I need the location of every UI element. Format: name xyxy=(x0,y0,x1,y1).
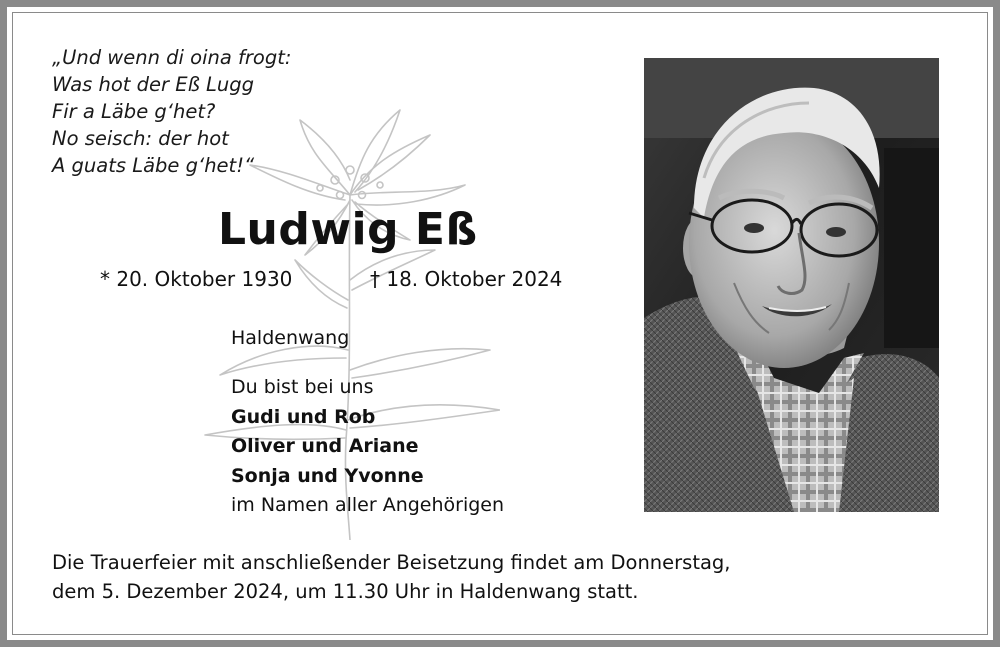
funeral-line: Die Trauerfeier mit anschließender Beisetzung findet am Donnerstag, xyxy=(52,551,731,574)
poem xyxy=(52,44,291,179)
mourners-closing: im Namen aller Angehörigen xyxy=(231,494,505,516)
poem-line: A guats Läbe g‘het!“ xyxy=(52,154,255,177)
hometown: Haldenwang xyxy=(231,327,350,349)
funeral-line: dem 5. Dezember 2024, um 11.30 Uhr in Haldenwang statt. xyxy=(52,580,639,603)
mourner-name: Oliver und Ariane xyxy=(231,435,419,457)
funeral-info xyxy=(52,548,731,606)
poem-line: „Und wenn di oina frogt: xyxy=(52,46,292,69)
poem-line: Fir a Läbe g‘het? xyxy=(52,100,216,123)
birth-date: * 20. Oktober 1930 xyxy=(100,267,293,291)
mourners-block xyxy=(231,373,504,521)
mourner-name: Gudi und Rob xyxy=(231,405,376,428)
deceased-name: Ludwig Eß xyxy=(218,204,478,255)
mourners-intro: Du bist bei uns xyxy=(231,376,374,398)
mourner-name: Sonja und Yvonne xyxy=(231,464,424,487)
poem-line: Was hot der Eß Lugg xyxy=(52,73,255,96)
poem-line: No seisch: der hot xyxy=(52,127,229,150)
portrait-photo xyxy=(644,58,939,512)
death-date: † 18. Oktober 2024 xyxy=(370,267,563,291)
